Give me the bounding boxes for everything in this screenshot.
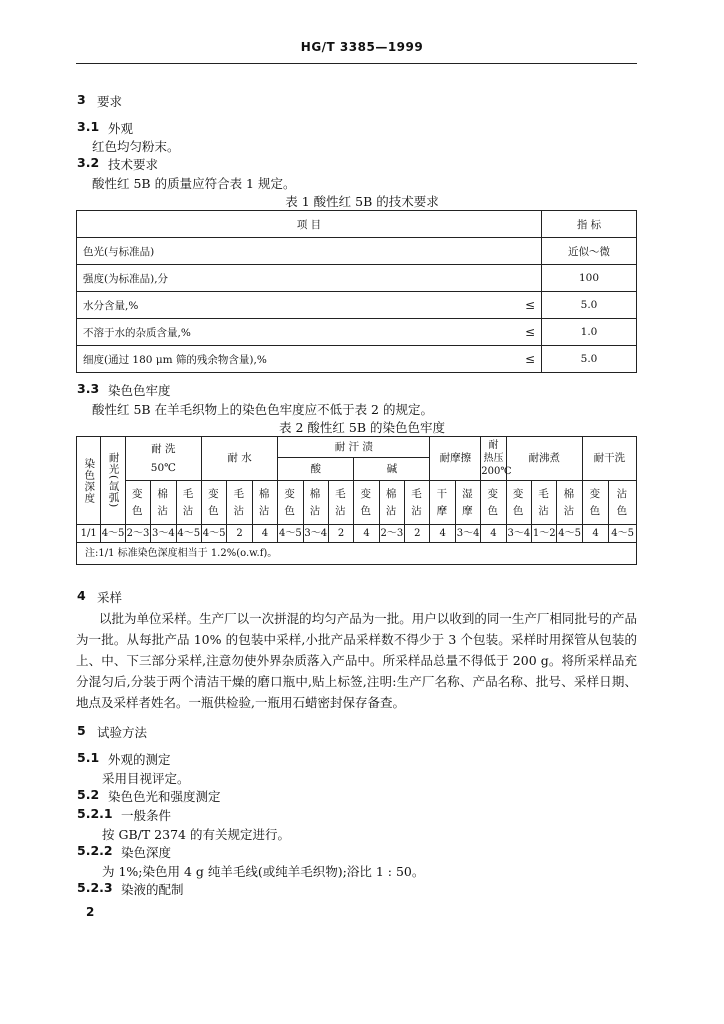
section-5-2-title: 染色色光和强度测定 bbox=[108, 789, 221, 804]
table-2-value-cell: 2～3 bbox=[125, 525, 150, 543]
table-2-value-cell: 2 bbox=[405, 525, 430, 543]
table-2-value-cell: 4 bbox=[582, 525, 608, 543]
table-row bbox=[77, 238, 637, 265]
table-2-subheader-cell: 变色 bbox=[201, 481, 226, 525]
table-2-value-cell: 4 bbox=[481, 525, 506, 543]
section-4-number: 4 bbox=[77, 588, 86, 603]
section-5-title: 试验方法 bbox=[97, 725, 148, 740]
table-1-sign bbox=[509, 238, 542, 265]
section-4-text: 以批为单位采样。生产厂以一次拼混的均匀产品为一批。用户以收到的同一生产厂相同批号的产品为一批。从每批产品 10% 的包装中采样,小批产品采样数不得少于 3 个包装。采样时用探管从包装的上、中、下三部分采样,注意勿使外界杂质落入产品中。所采样品总量不得低于 200 g。将所采样品充分混匀后,分装于两个清洁干燥的磨口瓶中,贴上标签,注明:生产厂名称、产品名称、批号、采样日期、地点及采样者姓名。一瓶供检验,一瓶用石蜡密封保存备查。 bbox=[76, 611, 637, 710]
heat-press-header: 耐 热压 200℃ bbox=[481, 437, 506, 481]
table-2-value-cell: 3～4 bbox=[151, 525, 176, 543]
dryclean-header: 耐干洗 bbox=[582, 437, 636, 481]
water-header: 耐 水 bbox=[201, 437, 277, 481]
table-2-subheader-cell: 毛沾 bbox=[176, 481, 201, 525]
table-1-item: 强度(为标准品),分 bbox=[77, 265, 510, 292]
table-2-value-cell: 3～4 bbox=[506, 525, 531, 543]
page-header: HG/T 3385—1999 bbox=[300, 40, 424, 54]
section-5-1-number: 5.1 bbox=[77, 750, 100, 765]
section-3-3-title: 染色色牢度 bbox=[108, 383, 171, 398]
table-1 bbox=[76, 210, 637, 373]
table-row bbox=[77, 346, 637, 373]
section-3-2-title: 技术要求 bbox=[108, 157, 159, 172]
alkali-header: 碱 bbox=[354, 458, 430, 481]
table-2-value-cell: 3～4 bbox=[455, 525, 480, 543]
table-2-subheader-cell: 变色 bbox=[506, 481, 531, 525]
rub-header: 耐摩擦 bbox=[430, 437, 481, 481]
table-2 bbox=[76, 436, 637, 565]
table-2-note: 注:1/1 标准染色深度相当于 1.2%(o.w.f)。 bbox=[77, 543, 637, 565]
table-2-subheader-cell: 变色 bbox=[582, 481, 608, 525]
table-2-subheader-cell: 棉沾 bbox=[252, 481, 277, 525]
table-2-subheader-cell: 干摩 bbox=[430, 481, 455, 525]
table-2-value-cell: 4～5 bbox=[176, 525, 201, 543]
table-2-value-cell: 4 bbox=[252, 525, 277, 543]
table-2-subheader-cell: 沾色 bbox=[609, 481, 637, 525]
table-2-subheader-cell: 毛沾 bbox=[227, 481, 252, 525]
table-row bbox=[77, 319, 637, 346]
table-2-value-cell: 2 bbox=[227, 525, 252, 543]
section-3-1-number: 3.1 bbox=[77, 119, 100, 134]
table-2-value-cell: 2～3 bbox=[379, 525, 404, 543]
table-2-subheader-cell: 变色 bbox=[125, 481, 150, 525]
table-2-subheader-cell: 湿摩 bbox=[455, 481, 480, 525]
section-3-1-text: 红色均匀粉末。 bbox=[92, 139, 180, 154]
section-5-number: 5 bbox=[77, 723, 86, 738]
section-3-3-text: 酸性红 5B 在羊毛织物上的染色色牢度应不低于表 2 的规定。 bbox=[92, 402, 433, 417]
table-2-value-cell: 4～5 bbox=[278, 525, 303, 543]
table-1-caption: 表 1 酸性红 5B 的技术要求 bbox=[285, 194, 439, 209]
table-1-sign: ≤ bbox=[509, 319, 542, 346]
section-3-title: 要求 bbox=[97, 94, 123, 109]
header-rule bbox=[76, 63, 637, 64]
table-2-subheader-cell: 棉沾 bbox=[151, 481, 176, 525]
table-2-subheader-cell: 棉沾 bbox=[303, 481, 328, 525]
section-5-2-1-text: 按 GB/T 2374 的有关规定进行。 bbox=[102, 827, 290, 842]
table-1-item: 水分含量,% bbox=[77, 292, 510, 319]
section-3-1-title: 外观 bbox=[108, 121, 134, 136]
section-3-number: 3 bbox=[77, 92, 86, 107]
table-1-value: 近似～微 bbox=[542, 238, 637, 265]
table-1-sign: ≤ bbox=[509, 346, 542, 373]
table-1-value: 5.0 bbox=[542, 346, 637, 373]
table-2-subheader-cell: 变色 bbox=[354, 481, 379, 525]
section-5-2-1-number: 5.2.1 bbox=[77, 806, 113, 821]
table-1-value: 1.0 bbox=[542, 319, 637, 346]
acid-header: 酸 bbox=[278, 458, 354, 481]
table-2-value-cell: 1/1 bbox=[77, 525, 101, 543]
table-2-value-cell: 3～4 bbox=[303, 525, 328, 543]
section-5-2-1-title: 一般条件 bbox=[121, 808, 172, 823]
table-1-item: 细度(通过 180 μm 筛的残余物含量),% bbox=[77, 346, 510, 373]
depth-header: 染色深度 bbox=[77, 437, 101, 525]
light-header: 耐光(氙弧) bbox=[101, 437, 125, 525]
table-1-sign bbox=[509, 265, 542, 292]
boil-header: 耐沸煮 bbox=[506, 437, 582, 481]
table-2-value-cell: 1～2 bbox=[532, 525, 557, 543]
table-2-subheader-cell: 毛沾 bbox=[532, 481, 557, 525]
table-2-subheader-cell: 变色 bbox=[278, 481, 303, 525]
section-4-title: 采样 bbox=[97, 590, 123, 605]
section-5-1-text: 采用目视评定。 bbox=[102, 771, 190, 786]
table-2-value-cell: 4～5 bbox=[557, 525, 582, 543]
table-2-subheader-cell: 变色 bbox=[481, 481, 506, 525]
section-5-2-3-title: 染液的配制 bbox=[121, 882, 184, 897]
table-1-item: 不溶于水的杂质含量,% bbox=[77, 319, 510, 346]
table-2-value-cell: 2 bbox=[328, 525, 353, 543]
section-5-2-3-number: 5.2.3 bbox=[77, 880, 113, 895]
sweat-header: 耐 汗 渍 bbox=[278, 437, 430, 458]
table-2-value-cell: 4～5 bbox=[101, 525, 125, 543]
table-2-value-row bbox=[77, 525, 637, 543]
table-1-sign: ≤ bbox=[509, 292, 542, 319]
table-1-value: 100 bbox=[542, 265, 637, 292]
table-2-caption: 表 2 酸性红 5B 的染色色牢度 bbox=[279, 420, 445, 435]
section-3-3-number: 3.3 bbox=[77, 381, 100, 396]
table-2-value-cell: 4～5 bbox=[609, 525, 637, 543]
wash-header: 耐 洗 50℃ bbox=[125, 437, 201, 481]
section-3-2-number: 3.2 bbox=[77, 155, 100, 170]
section-5-2-number: 5.2 bbox=[77, 787, 100, 802]
section-5-2-2-text: 为 1%;染色用 4 g 纯羊毛线(或纯羊毛织物);浴比 1 : 50。 bbox=[102, 864, 425, 879]
table-2-subheader-cell: 棉沾 bbox=[379, 481, 404, 525]
table-2-value-cell: 4～5 bbox=[201, 525, 226, 543]
page-number: 2 bbox=[86, 905, 95, 919]
table-1-header-item: 项 目 bbox=[77, 211, 542, 238]
table-2-subheader-cell: 毛沾 bbox=[328, 481, 353, 525]
table-2-value-cell: 4 bbox=[354, 525, 379, 543]
table-2-subheader-row bbox=[77, 481, 637, 525]
section-5-2-2-title: 染色深度 bbox=[121, 845, 172, 860]
table-2-subheader-cell: 棉沾 bbox=[557, 481, 582, 525]
table-1-item: 色光(与标准品) bbox=[77, 238, 510, 265]
table-1-header-value: 指 标 bbox=[542, 211, 637, 238]
table-1-header-row bbox=[77, 211, 637, 238]
section-3-2-text: 酸性红 5B 的质量应符合表 1 规定。 bbox=[92, 176, 296, 191]
table-2-value-cell: 4 bbox=[430, 525, 455, 543]
table-2-subheader-cell: 毛沾 bbox=[405, 481, 430, 525]
table-row bbox=[77, 292, 637, 319]
table-1-value: 5.0 bbox=[542, 292, 637, 319]
table-row bbox=[77, 265, 637, 292]
section-5-2-2-number: 5.2.2 bbox=[77, 843, 113, 858]
section-5-1-title: 外观的测定 bbox=[108, 752, 171, 767]
